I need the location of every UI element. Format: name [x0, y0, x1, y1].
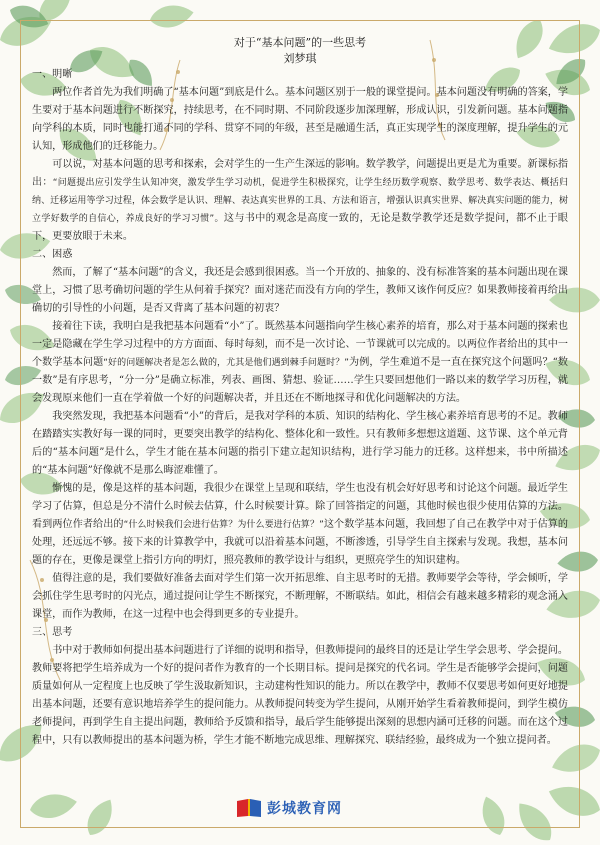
paragraph-4-text-b: 为例，学生难道不是一直在探究这个问题吗？“数一数”是有序思考，“分一分”是确立标准，列表、画图、猜想、验证……学生只要回想他们一路以来的数学学习历程，就会发现原来他们一直在学着做一个好的问题解决者，并且还在不断地探寻和优化问题解决的方法。 — [32, 357, 568, 404]
paragraph-4-text-a: 接着往下读，我明白是我把基本问题看“小”了。既然基本问题指向学生核心素养的培育，那么对于基本问题的探索也一定是隐藏在学生学习过程中的方方面面、每时每刻，而不是一次讨论、一节课就可以完成的。以两位作者给出的其中一个数学基本问题 — [32, 321, 568, 368]
article-author: 刘梦琪 — [283, 52, 317, 65]
article-title: 对于“基本问题”的一些思考 — [233, 36, 367, 49]
section-heading-confusion: 二、困惑 — [32, 249, 73, 260]
paragraph-6-text-a: 惭愧的是，像是这样的基本问题，我很少在课堂上呈现和联结，学生也没有机会好好思考和讨论这个问题。最近学生学习了估算，但总是分不清什么时候去估算，什么时候要计算。除了回答指定的问题，其他时候也很少使用估算的方法。看到两位作者给出的 — [32, 483, 568, 530]
estimation-quote: “什么时候我们会进行估算？为什么要进行估算？” — [123, 520, 324, 530]
section-heading-clarify: 一、明晰 — [32, 69, 73, 80]
paragraph-1: 两位作者首先为我们明确了“基本问题”到底是什么。基本问题区别于一般的课堂提问。基本问题没有明确的答案，学生要对于基本问题进行不断探究，持续思考，在不同时期、不同阶段逐步加深理解，形成认识，引发新问题。基本问题指向学科的本质，同时也能打通不同的学科、贯穿不同的年级，甚至是融通生活，真正实现学生的深度理解，提升学生的元认知，形成他们的迁移能力。 — [32, 87, 568, 152]
article — [32, 36, 568, 750]
paragraph-7: 值得注意的是，我们要做好准备去面对学生们第一次开拓思维、自主思考时的无措。教师要学会等待，学会倾听，学会抓住学生思考时的闪光点，通过提问让学生不断探究，不断理解，不断联结。如此，相信会有越来越多精彩的观念涌入课堂，而作为教师，在这一过程中也会得到更多的专业提升。 — [32, 573, 568, 620]
paragraph-3: 然而，了解了“基本问题”的含义，我还是会感到很困惑。当一个开放的、抽象的、没有标准答案的基本问题出现在课堂上，习惯了思考确切问题的学生从何着手探究？面对迷茫而没有方向的学生，教师又该作何反应？如果教师接着再给出确切的引导性的小问题，是否又背离了基本问题的初衷？ — [32, 267, 568, 314]
paragraph-4 — [32, 318, 568, 408]
curriculum-quote: “问题提出应引发学生认知冲突，激发学生学习动机，促进学生积极探究，让学生经历数学观察、数学思考、数学表达、概括归纳、迁移运用等学习过程，体会数学是认识、理解、表达真实世界的工具、方法和语言，增强认识真实世界、解决真实问题的能力，树立学好数学的自信心，养成良好的学习习惯”。 — [32, 178, 569, 224]
problem-solver-quote: “好的问题解决者是怎么做的，尤其是他们遇到棘手问题时？” — [103, 358, 349, 368]
site-logo-text: 彭城教育网 — [267, 801, 342, 817]
site-logo[interactable] — [236, 796, 342, 820]
section-heading-reflection: 三、思考 — [32, 627, 73, 638]
paragraph-2-text-a: 可以说，对基本问题的思考和探索，会对学生的一生产生深远的影响。数学教学，问题提出更是尤为重要。新课标指出： — [32, 159, 568, 188]
paragraph-6-text-b: 这个数学基本问题，我回想了自己在教学中对于估算的处理，还远远不够。接下来的计算教学中，我就可以沿着基本问题，不断渗透，引导学生自主探索与发现。我想，基本问题的存在，更像是课堂上指引方向的明灯，照亮教师的教学设计与组织，更照亮学生的知识建构。 — [32, 519, 569, 566]
book-icon — [236, 798, 262, 818]
paragraph-6 — [32, 480, 568, 570]
paragraph-2 — [32, 156, 568, 246]
paragraph-2-text-b: 这与书中的观念是高度一致的，无论是数学教学还是数学提问，都不止于眼下，更要放眼于未来。 — [32, 213, 568, 242]
paragraph-8: 书中对于教师如何提出基本问题进行了详细的说明和指导，但教师提问的最终目的还是让学生学会思考、学会提问。教师要将把学生培养成为一个好的提问者作为教育的一个长期目标。提问是探究的代名词。学生是否能够学会提问，问题质量如何从一定程度上也反映了学生汲取新知识，主动建构性知识的能力。所以在教学中，教师不仅要思考如何更好地提出基本问题，还要有意识地培养学生的提问能力。从教师提问转变为学生提问，从刚开始学生看着教师提问，到学生模仿老师提问，再到学生自主提出问题，教师给予反馈和指导，最后学生能够提出深刻的思想内涵可迁移的问题。而在这个过程中，只有以教师提出的基本问题为桥，学生才能不断地完成思维、理解探究、联结经验，最终成为一个独立提问者。 — [32, 645, 568, 746]
paragraph-5: 我突然发现，我把基本问题看“小”的背后，是我对学科的本质、知识的结构化、学生核心素养培育思考的不足。教师在踏踏实实教好每一课的同时，更要突出教学的结构化、整体化和一致性。只有教师多想想这道题、这节课、这个单元背后的“基本问题”是什么，学生才能在基本问题的指引下建立起知识结构，进行学习能力的迁移。这样想来，书中所描述的“基本问题”好像就不是那么晦涩难懂了。 — [32, 411, 568, 476]
